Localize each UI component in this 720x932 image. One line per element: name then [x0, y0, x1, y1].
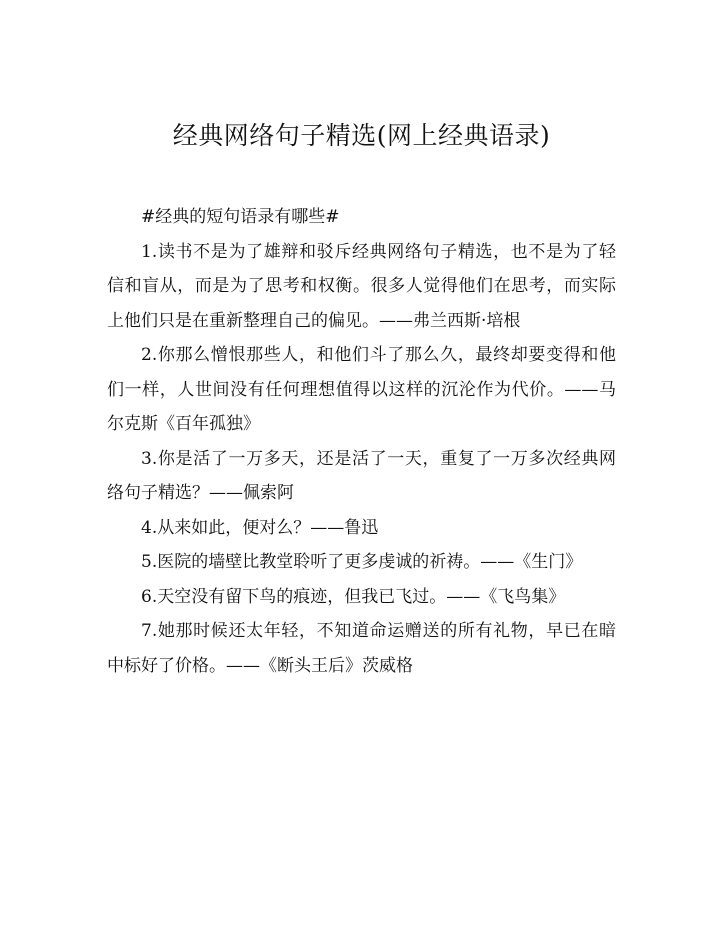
document-title: 经典网络句子精选(网上经典语录)	[172, 121, 551, 150]
paragraph-quote-7: 7.她那时候还太年轻，不知道命运赠送的所有礼物，早已在暗中标好了价格。——《断头王后》茨威格	[107, 621, 616, 676]
paragraph-quote-3: 3.你是活了一万多天，还是活了一天，重复了一万多次经典网络句子精选？——佩索阿	[107, 448, 616, 503]
paragraph-quote-4: 4.从来如此，便对么？——鲁迅	[141, 517, 379, 538]
paragraph-quote-1: 1.读书不是为了雄辩和驳斥经典网络句子精选，也不是为了轻信和盲从，而是为了思考和权衡。很多人觉得他们在思考，而实际上他们只是在重新整理自己的偏见。——弗兰西斯·培根	[107, 241, 616, 331]
paragraph-quote-5: 5.医院的墙壁比教堂聆听了更多虔诚的祈祷。——《生门》	[141, 552, 583, 572]
paragraph-quote-6: 6.天空没有留下鸟的痕迹，但我已飞过。——《飞鸟集》	[141, 586, 566, 607]
paragraph-heading: #经典的短句语录有哪些#	[141, 207, 340, 227]
document-body	[107, 200, 616, 683]
paragraph-quote-2: 2.你那么憎恨那些人，和他们斗了那么久，最终却要变得和他们一样，人世间没有任何理想值得以这样的沉沦作为代价。——马尔克斯《百年孤独》	[107, 345, 616, 434]
